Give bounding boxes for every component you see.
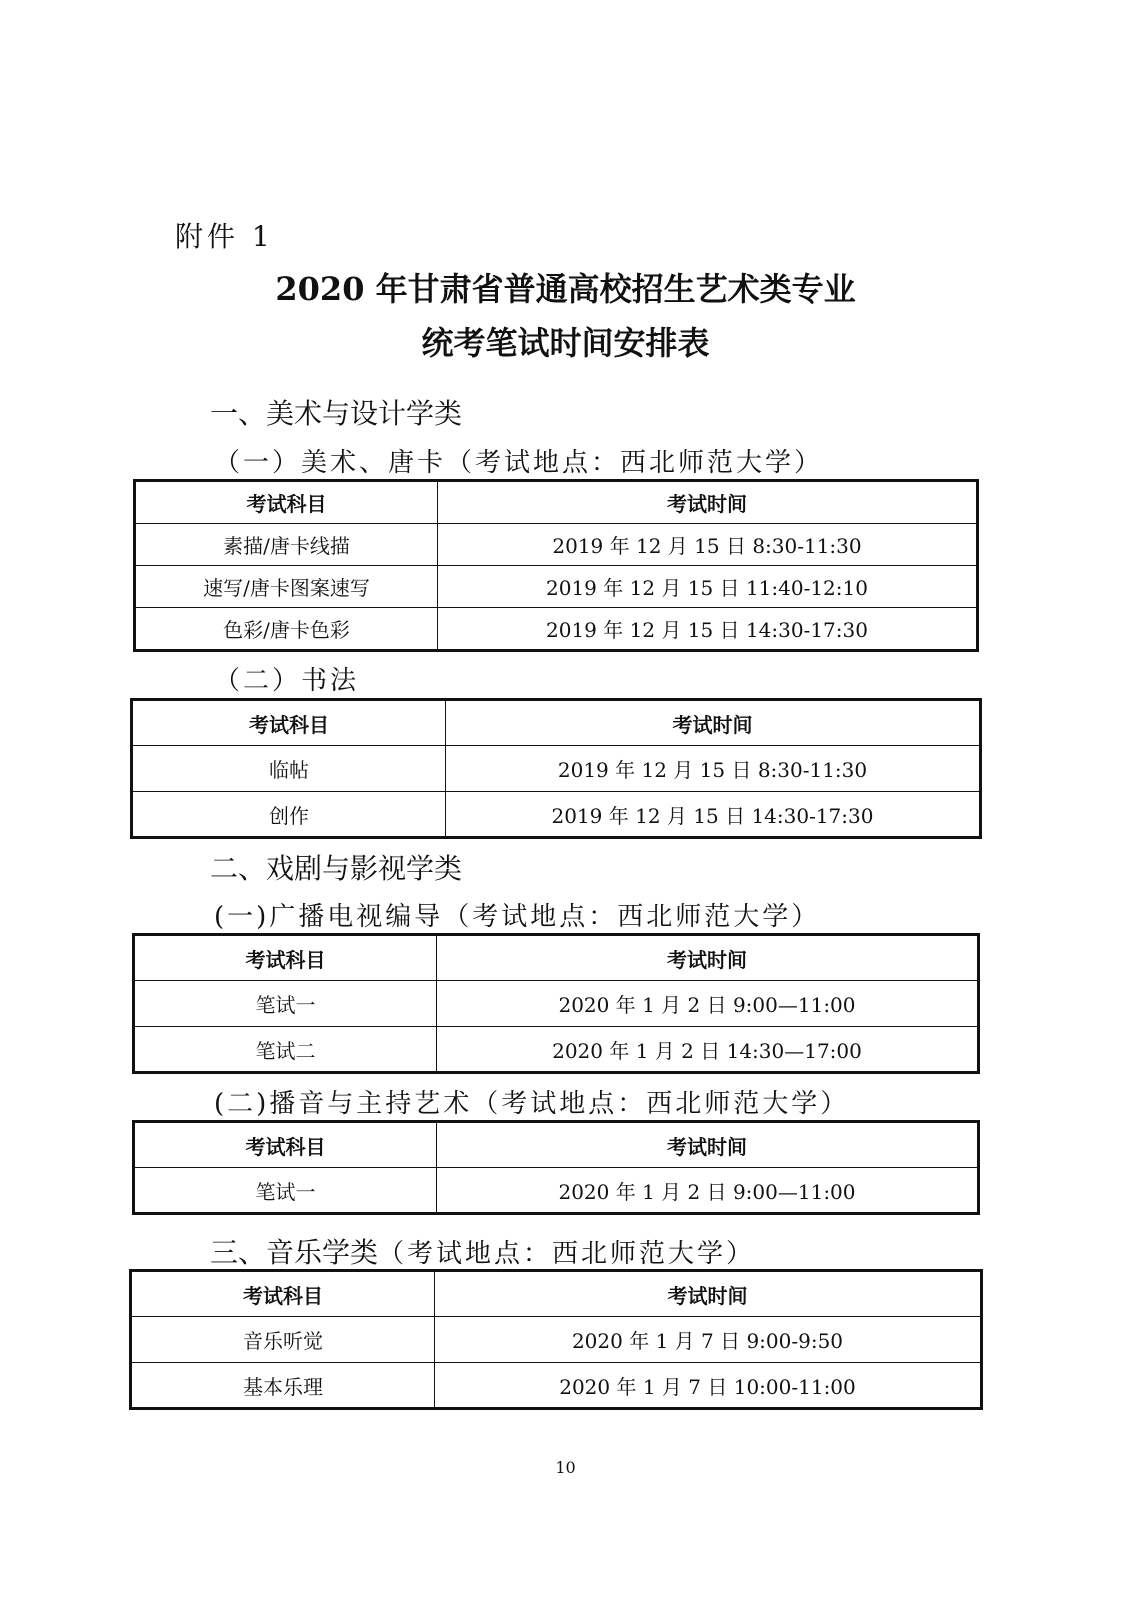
subsection-heading-broadcasting-hosting: (二)播音与主持艺术（考试地点：西北师范大学） — [214, 1089, 850, 1119]
section-heading-music-location: （考试地点：西北师范大学） — [378, 1239, 756, 1269]
subsection-heading-broadcast-directing: (一)广播电视编导（考试地点：西北师范大学） — [214, 902, 821, 932]
schedule-table-music — [129, 1269, 983, 1410]
cell-time: 2019 年 12 月 15 日 14:30-17:30 — [446, 792, 981, 838]
cell-time: 2019 年 12 月 15 日 11:40-12:10 — [438, 566, 978, 608]
subsection-heading-fine-arts: （一）美术、唐卡（考试地点：西北师范大学） — [214, 448, 824, 478]
schedule-table-fine-arts — [133, 479, 979, 652]
schedule-table-calligraphy — [130, 698, 982, 839]
cell-subject: 笔试一 — [134, 1168, 437, 1214]
table-row — [135, 524, 978, 566]
col-header-time: 考试时间 — [437, 1122, 979, 1168]
cell-time: 2019 年 12 月 15 日 8:30-11:30 — [438, 524, 978, 566]
col-header-subject: 考试科目 — [134, 935, 437, 981]
section-heading-music — [210, 1231, 755, 1271]
schedule-table-broadcast-directing — [132, 933, 980, 1074]
cell-time: 2019 年 12 月 15 日 14:30-17:30 — [438, 608, 978, 651]
table-row — [135, 566, 978, 608]
cell-time: 2020 年 1 月 7 日 10:00-11:00 — [435, 1363, 982, 1409]
cell-time: 2020 年 1 月 7 日 9:00-9:50 — [435, 1317, 982, 1363]
col-header-time: 考试时间 — [437, 935, 979, 981]
table-row — [134, 981, 979, 1027]
cell-time: 2020 年 1 月 2 日 9:00—11:00 — [437, 981, 979, 1027]
attachment-label: 附件 1 — [175, 220, 274, 253]
subsection-heading-calligraphy: （二）书法 — [214, 666, 360, 696]
table-row — [134, 1168, 979, 1214]
page-number: 10 — [555, 1458, 576, 1477]
cell-subject: 色彩/唐卡色彩 — [135, 608, 438, 651]
cell-time: 2019 年 12 月 15 日 8:30-11:30 — [446, 746, 981, 792]
table-row — [132, 746, 981, 792]
col-header-time: 考试时间 — [446, 700, 981, 746]
doc-title-line1: 2020 年甘肃省普通高校招生艺术类专业 — [275, 270, 856, 308]
schedule-table-broadcasting-hosting — [132, 1120, 980, 1215]
cell-subject: 笔试一 — [134, 981, 437, 1027]
section-heading-art-design: 一、美术与设计学类 — [210, 397, 463, 430]
cell-subject: 临帖 — [132, 746, 446, 792]
cell-subject: 速写/唐卡图案速写 — [135, 566, 438, 608]
table-row — [132, 792, 981, 838]
cell-subject: 创作 — [132, 792, 446, 838]
section-heading-music-title: 三、音乐学类 — [210, 1236, 379, 1269]
col-header-subject: 考试科目 — [135, 481, 438, 524]
col-header-subject: 考试科目 — [132, 700, 446, 746]
section-heading-drama-film: 二、戏剧与影视学类 — [210, 852, 463, 885]
cell-subject: 笔试二 — [134, 1027, 437, 1073]
cell-subject: 音乐听觉 — [131, 1317, 435, 1363]
col-header-subject: 考试科目 — [131, 1271, 435, 1317]
col-header-time: 考试时间 — [435, 1271, 982, 1317]
cell-time: 2020 年 1 月 2 日 9:00—11:00 — [437, 1168, 979, 1214]
cell-subject: 素描/唐卡线描 — [135, 524, 438, 566]
table-row — [134, 1027, 979, 1073]
doc-title-line2: 统考笔试时间安排表 — [421, 324, 710, 362]
col-header-time: 考试时间 — [438, 481, 978, 524]
col-header-subject: 考试科目 — [134, 1122, 437, 1168]
cell-subject: 基本乐理 — [131, 1363, 435, 1409]
table-row — [131, 1317, 982, 1363]
table-row — [135, 608, 978, 651]
table-row — [131, 1363, 982, 1409]
cell-time: 2020 年 1 月 2 日 14:30—17:00 — [437, 1027, 979, 1073]
